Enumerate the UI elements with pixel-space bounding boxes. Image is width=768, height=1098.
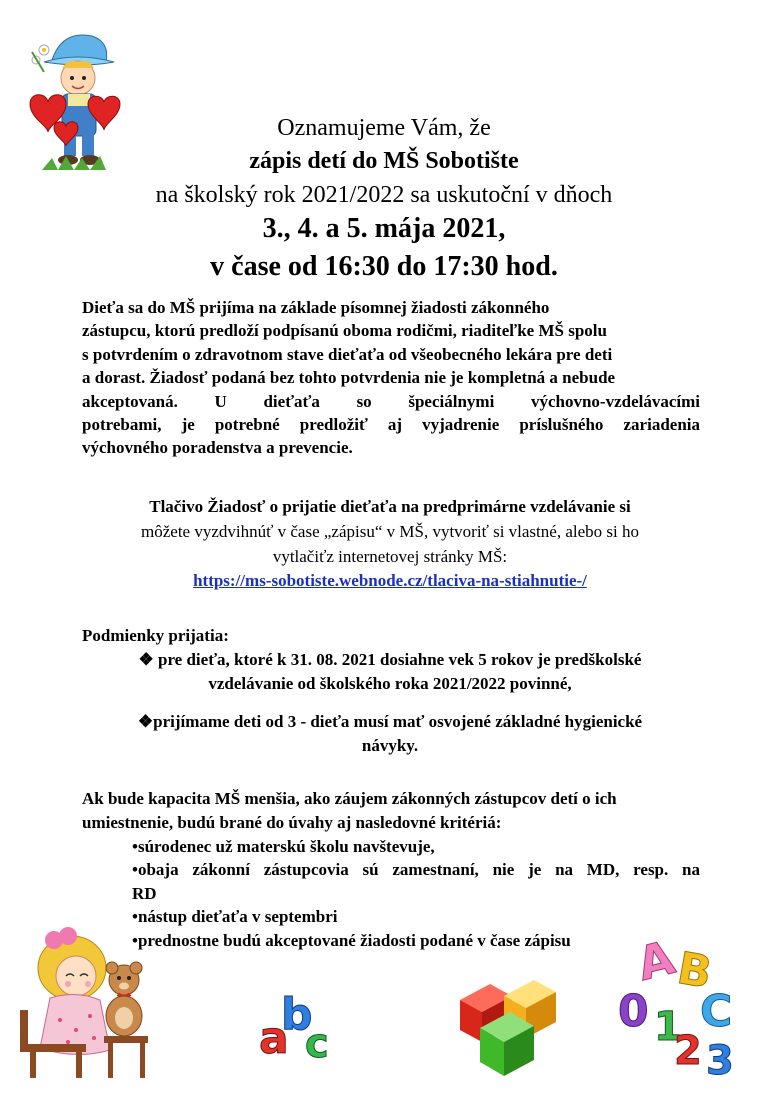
condition-item-2-line2: návyky. <box>361 736 419 755</box>
abc123-letters-illustration <box>618 930 748 1080</box>
capacity-line1: Ak bude kapacita MŠ menšia, ako záujem zákonných zástupcov detí o ich <box>82 789 617 808</box>
paragraph-line: akceptovaná. U dieťaťa so špeciálnymi výchovno-vzdelávacími <box>82 391 700 411</box>
criteria-item: •súrodenec už materskú školu navštevuje, <box>132 837 435 856</box>
form-info-line3: vytlačiťz internetovej stránky MŠ: <box>272 547 508 566</box>
enrollment-dates: 3., 4. a 5. mája 2021, <box>262 213 506 244</box>
form-info-line2: môžete vyzdvihnúť v čase „zápisu“ v MŠ, vytvoriť si vlastné, alebo si ho <box>141 522 639 541</box>
digit-1: 1 <box>654 1004 682 1050</box>
paragraph-line: zástupcu, ktorú predloží podpísanú oboma rodičmi, riaditeľke MŠ spolu <box>82 321 607 341</box>
abc-letters-illustration <box>255 985 340 1065</box>
form-name: Žiadosť o prijatie dieťaťa na predprimárne vzdelávanie <box>207 497 616 516</box>
announcement-intro: Oznamujeme Vám, že <box>277 115 491 141</box>
criteria-item: •prednostne budú akceptované žiadosti podané v čase zápisu <box>132 930 571 950</box>
form-info-prefix: Tlačivo <box>149 497 208 516</box>
colored-cubes-illustration <box>450 970 565 1085</box>
form-info-line1 <box>60 495 720 518</box>
enrollment-title: zápis detí do MŠ Sobotište <box>249 148 519 174</box>
admission-paragraph <box>82 296 700 460</box>
school-year-line: na školský rok 2021/2022 sa uskutoční v dňoch <box>155 182 613 208</box>
digit-3: 3 <box>706 1038 734 1080</box>
paragraph-line: a dorast. Žiadosť podaná bez tohto potvrdenia nie je kompletná a nebude <box>82 368 616 388</box>
forms-download-link-row <box>60 569 720 592</box>
condition-item-1-line1: ❖ pre dieťa, ktoré k 31. 08. 2021 dosiahne vek 5 rokov je predškolské <box>138 650 642 669</box>
forms-download-link[interactable]: https://ms-sobotiste.webnode.cz/tlaciva-na-stiahnutie-/ <box>193 571 587 590</box>
girl-with-teddy-illustration <box>20 920 155 1080</box>
paragraph-line: s potvrdením o zdravotnom stave dieťaťa od všeobecného lekára pre deti <box>82 344 613 364</box>
letter-a: a <box>259 1013 289 1064</box>
letter-A: A <box>632 930 680 992</box>
letter-B: B <box>673 942 716 999</box>
digit-0: 0 <box>618 986 649 1037</box>
paragraph-line: potrebami, je potrebné predložiť aj vyjadrenie príslušného zariadenia <box>82 415 700 435</box>
criteria-item: •nástup dieťaťa v septembri <box>132 907 338 927</box>
condition-item-1-line2: vzdelávanie od školského roka 2021/2022 povinné, <box>208 674 572 693</box>
letter-C: C <box>700 986 733 1037</box>
digit-2: 2 <box>674 1028 702 1074</box>
letter-c: c <box>305 1021 329 1065</box>
criteria-item: •obaja zákonní zástupcovia sú zamestnaní, nie je na MD, resp. na <box>132 860 700 880</box>
capacity-line2: umiestnenie, budú brané do úvahy aj nasledovné kritériá: <box>82 813 502 832</box>
paragraph-line: Dieťa sa do MŠ prijíma na základe písomnej žiadosti zákonného <box>82 298 550 317</box>
condition-item-2-line1: ❖prijímame deti od 3 - dieťa musí mať osvojené základné hygienické <box>137 712 643 731</box>
criteria-list <box>132 835 700 952</box>
enrollment-time: v čase od 16:30 do 17:30 hod. <box>210 251 558 282</box>
criteria-item: RD <box>132 883 157 903</box>
paragraph-line: výchovného poradenstva a prevencie. <box>82 438 353 458</box>
form-info-suffix: si <box>615 497 631 516</box>
letter-b: b <box>281 989 313 1040</box>
conditions-title: Podmienky prijatia: <box>82 626 229 645</box>
